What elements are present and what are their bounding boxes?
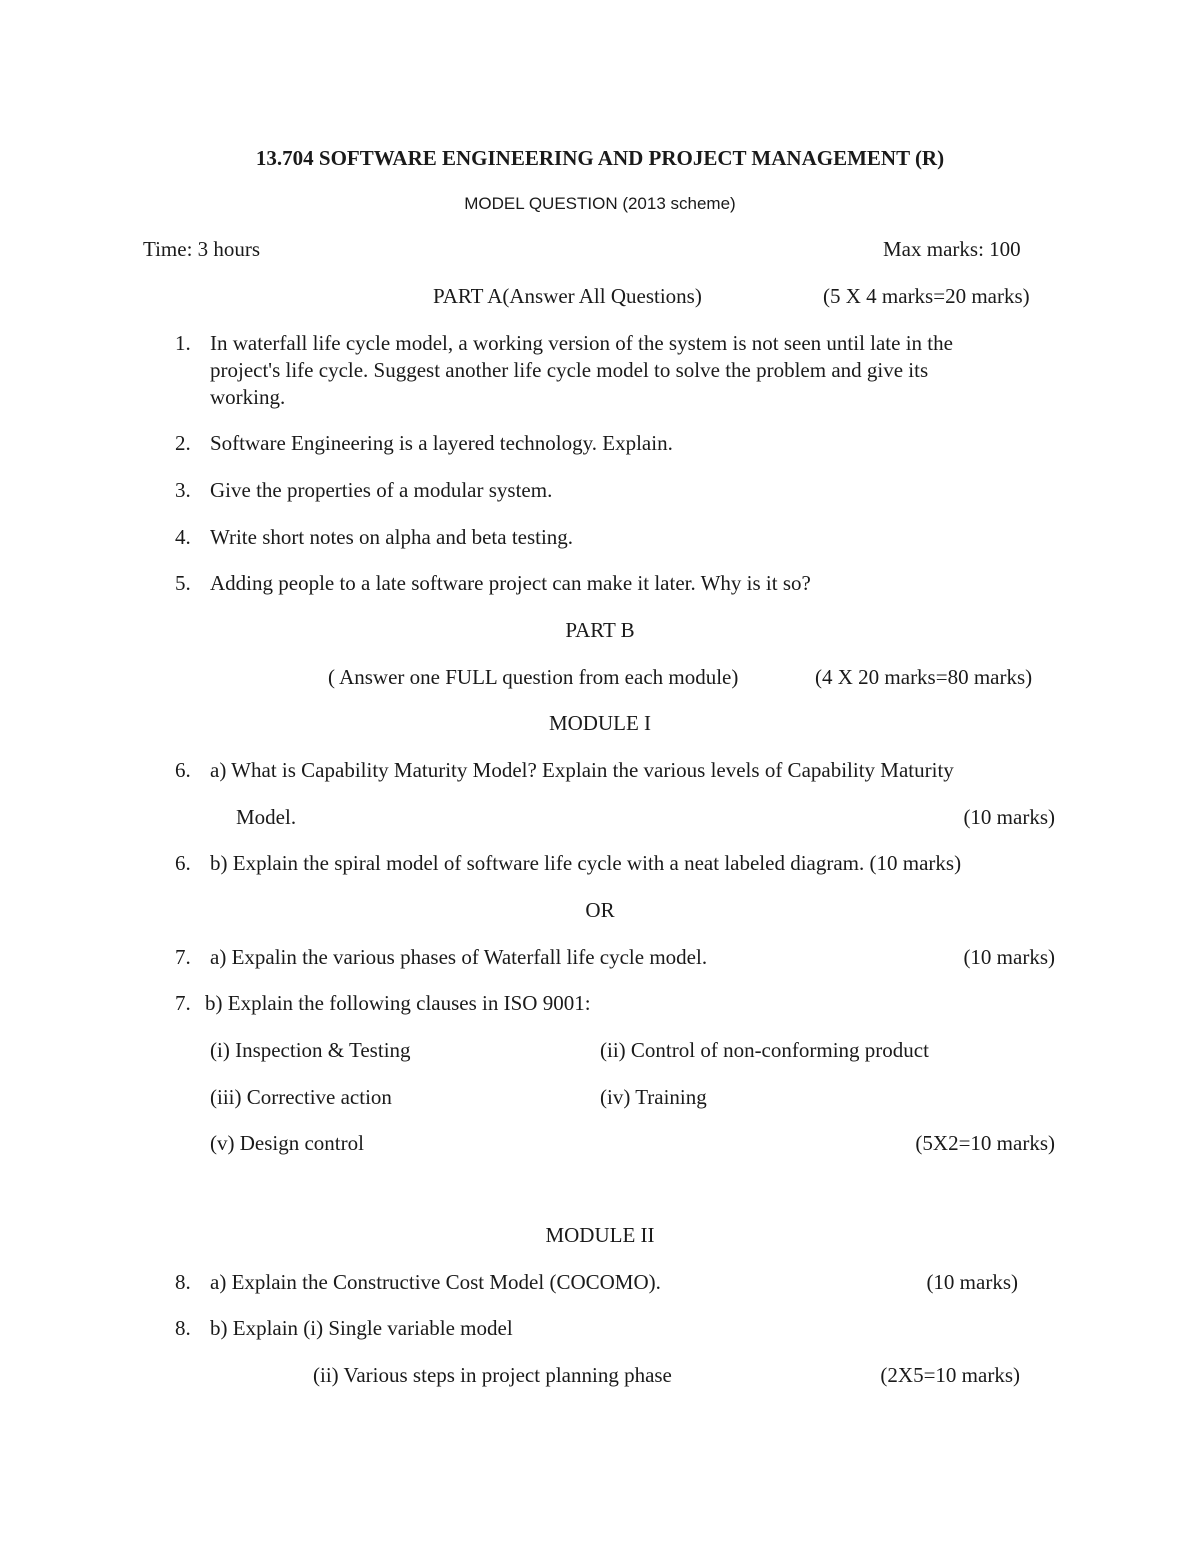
question-7b-text: b) Explain the following clauses in ISO 9001: xyxy=(205,991,591,1015)
module-2-heading: MODULE II xyxy=(545,1223,655,1247)
question-8a-text: a) Explain the Constructive Cost Model (COCOMO). xyxy=(210,1270,661,1294)
question-7a-text: a) Expalin the various phases of Waterfall life cycle model. xyxy=(210,945,708,969)
clause-iv: (iv) Training xyxy=(600,1085,707,1109)
part-b-heading: PART B xyxy=(565,618,635,642)
clause-ii: (ii) Control of non-conforming product xyxy=(600,1038,929,1062)
question-6a-text: a) What is Capability Maturity Model? Explain the various levels of Capability Maturity xyxy=(210,758,954,782)
question-7a-marks: (10 marks) xyxy=(963,945,1055,969)
question-6b-text: b) Explain the spiral model of software life cycle with a neat labeled diagram. (10 marks) xyxy=(210,851,962,875)
question-number: 7. xyxy=(175,991,191,1015)
question-8a-marks: (10 marks) xyxy=(926,1270,1018,1294)
question-number: 4. xyxy=(175,525,191,549)
max-marks-label: Max marks: 100 xyxy=(883,237,1021,261)
question-text-line: working. xyxy=(210,385,286,409)
question-text-line: Give the properties of a modular system. xyxy=(210,478,553,502)
question-number: 3. xyxy=(175,478,191,502)
question-8b-marks: (2X5=10 marks) xyxy=(880,1363,1020,1387)
question-number: 8. xyxy=(175,1270,191,1294)
question-text-line: In waterfall life cycle model, a working version of the system is not seen until late in the xyxy=(210,331,953,355)
question-number: 6. xyxy=(175,851,191,875)
question-text-line: Adding people to a late software project can make it later. Why is it so? xyxy=(210,571,811,595)
clause-iii: (iii) Corrective action xyxy=(210,1085,392,1109)
page-title: 13.704 SOFTWARE ENGINEERING AND PROJECT MANAGEMENT (R) xyxy=(255,146,945,170)
question-text-line: project's life cycle. Suggest another life cycle model to solve the problem and give its xyxy=(210,358,929,382)
part-b-instruction: ( Answer one FULL question from each module) xyxy=(328,665,739,689)
question-text-line: Write short notes on alpha and beta testing. xyxy=(210,525,574,549)
question-6a-marks: (10 marks) xyxy=(963,805,1055,829)
question-number: 6. xyxy=(175,758,191,782)
part-b-marks: (4 X 20 marks=80 marks) xyxy=(815,665,1033,689)
part-a-heading: PART A(Answer All Questions) xyxy=(433,284,702,308)
time-label: Time: 3 hours xyxy=(143,237,261,261)
question-8b-continuation: (ii) Various steps in project planning phase xyxy=(313,1363,672,1387)
module-1-heading: MODULE I xyxy=(548,711,652,735)
question-6a-continuation: Model. xyxy=(236,805,297,829)
question-text-line: Software Engineering is a layered technology. Explain. xyxy=(210,431,673,455)
question-number: 5. xyxy=(175,571,191,595)
question-number: 1. xyxy=(175,331,191,355)
clause-i: (i) Inspection & Testing xyxy=(210,1038,411,1062)
page-subtitle: MODEL QUESTION (2013 scheme) xyxy=(464,194,736,213)
question-number: 2. xyxy=(175,431,191,455)
part-a-marks: (5 X 4 marks=20 marks) xyxy=(823,284,1030,308)
or-separator: OR xyxy=(585,898,615,922)
question-8b-text: b) Explain (i) Single variable model xyxy=(210,1316,513,1340)
clause-v: (v) Design control xyxy=(210,1131,364,1155)
question-number: 7. xyxy=(175,945,191,969)
clauses-marks: (5X2=10 marks) xyxy=(915,1131,1055,1155)
question-number: 8. xyxy=(175,1316,191,1340)
